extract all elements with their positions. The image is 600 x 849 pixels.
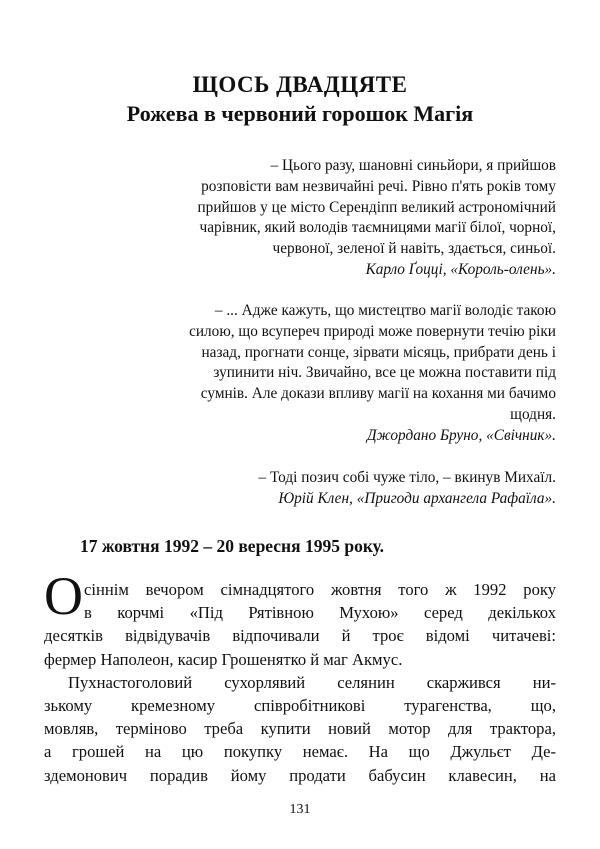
chapter-number: ЩОСЬ ДВАДЦЯТЕ	[192, 72, 408, 97]
epigraph-attribution: Юрій Клен, «Пригоди архангела Рафаїла».	[278, 489, 556, 507]
date-heading: 17 жовтня 1992 – 20 вересня 1995 року.	[80, 536, 385, 556]
epigraph-1	[116, 156, 556, 281]
paragraph-line: а грошей на цю покупку немає. На що Джульєт Де-	[44, 742, 556, 762]
epigraph-line: прийшов у це місто Серендіпп великий астрономічний	[197, 198, 556, 216]
epigraph-line: силою, що всупереч природі може повернути течію ріки	[189, 322, 556, 340]
epigraph-2	[116, 301, 556, 447]
paragraph-line: фермер Наполеон, касир Грошенятко й маг Акмус.	[44, 649, 403, 669]
paragraph-line: десятків відвідувачів відпочивали й троє відомі читачеві:	[44, 626, 556, 646]
epigraph-line: – ... Адже кажуть, що мистецтво магії володіє такою	[214, 302, 556, 319]
epigraph-attribution: Джордано Бруно, «Свічник».	[366, 426, 556, 444]
epigraph-line: червоної, зеленої й навіть, здається, синьої.	[272, 240, 556, 258]
epigraph-line: сумнів. Але докази впливу магії на кохання ми бачимо	[200, 385, 556, 403]
paragraph-line: зькому кремезному співробітникові турагенства, що,	[44, 695, 556, 715]
drop-cap: О	[44, 566, 83, 626]
epigraph-line: – Тоді позич собі чуже тіло, – вкинув Михаїл.	[258, 469, 556, 486]
epigraph-line: розповісти вам незвичайні речі. Рівно п'ять років тому	[201, 177, 556, 195]
epigraph-line: – Цього разу, шановні синьйори, я прийшов	[270, 157, 556, 174]
chapter-subtitle: Рожева в червоний горошок Магія	[126, 101, 474, 126]
paragraph-line: в корчмі «Під Рятівною Мухою» серед декількох	[84, 603, 556, 623]
epigraph-line: назад, прогнати сонце, зірвати місяць, прибрати день і	[201, 343, 556, 361]
paragraph-line: здемонович порадив йому продати бабусин клавесин, на	[44, 765, 556, 785]
paragraph-line: Пухнастоголовий сухорлявий селянин скаржився ни-	[68, 672, 556, 692]
epigraph-3	[116, 468, 556, 510]
epigraph-line: щодня.	[510, 405, 556, 423]
page-number: 131	[289, 802, 311, 817]
chapter-title	[44, 70, 556, 129]
epigraph-line: чарівник, який володів таємницями магії білої, чорної,	[199, 219, 556, 237]
epigraph-attribution: Карло Ґоцці, «Король-олень».	[365, 260, 556, 278]
paragraph-line: мовляв, терміново треба купити новий мотор для трактора,	[44, 719, 556, 739]
epigraph-line: зупинити ніч. Звичайно, все це можна поставити під	[213, 364, 556, 382]
paragraph-line: сіннім вечором сімнадцятого жовтня того ж 1992 року	[84, 580, 556, 599]
body-text	[44, 578, 556, 787]
